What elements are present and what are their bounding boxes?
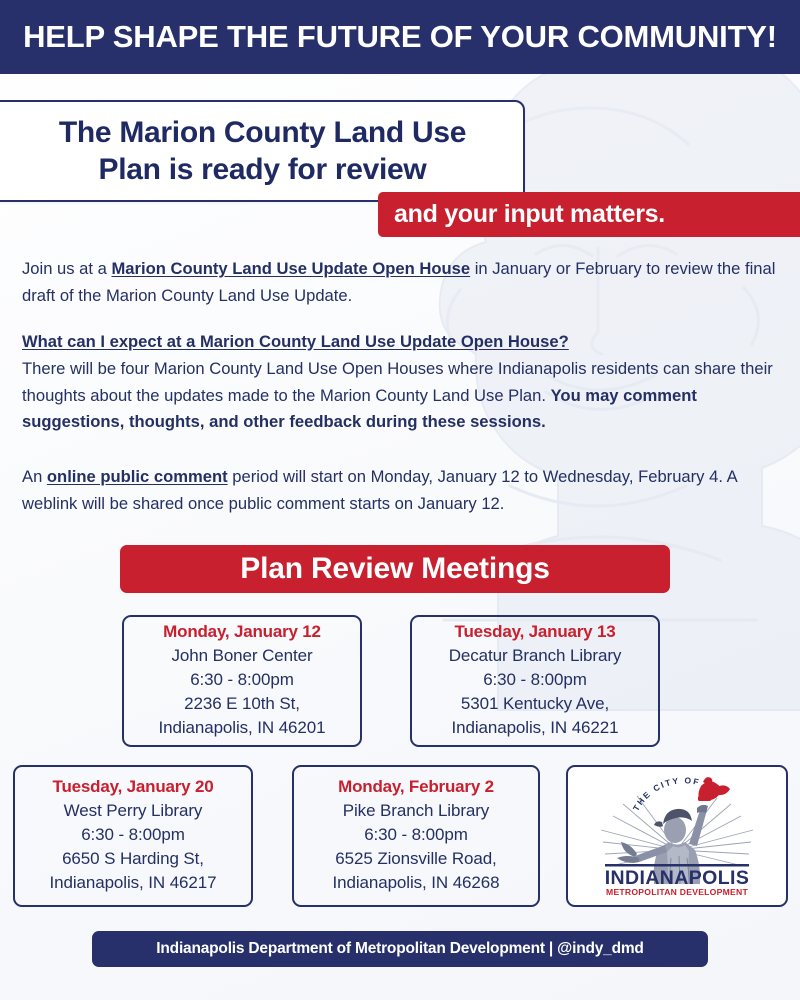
intro-text-a: Join us at a [22, 259, 112, 278]
hero-title-line-1: The Marion County Land Use [58, 115, 467, 149]
plan-review-meetings-title: Plan Review Meetings [240, 552, 550, 585]
meeting-card[interactable] [13, 765, 253, 907]
meeting-date: Monday, February 2 [338, 776, 494, 796]
meeting-venue: West Perry Library [63, 800, 203, 820]
logo-tagline-text: METROPOLITAN DEVELOPMENT [606, 887, 748, 897]
meeting-card[interactable] [292, 765, 540, 907]
meeting-street: 6650 S Harding St, [62, 849, 204, 868]
header-title: HELP SHAPE THE FUTURE OF YOUR COMMUNITY! [23, 19, 777, 54]
hero-red-banner [378, 192, 800, 237]
meeting-street: 2236 E 10th St, [184, 694, 300, 713]
meeting-time: 6:30 - 8:00pm [190, 669, 294, 689]
paragraph-intro [22, 256, 782, 310]
footer-text: Indianapolis Department of Metropolitan Development | @indy_dmd [156, 940, 644, 957]
meeting-time: 6:30 - 8:00pm [81, 824, 185, 844]
expectations-heading: What can I expect at a Marion County Land Use Update Open House? [22, 331, 569, 351]
paragraph-expectations [22, 356, 782, 437]
hero-title-box [0, 100, 525, 202]
plan-review-meetings-header [120, 545, 670, 593]
expectations-text-b: You may comment suggestions, thoughts, and other feedback during these sessions. [22, 385, 697, 432]
logo-indianapolis-text: INDIANAPOLIS [604, 867, 750, 889]
meeting-venue: John Boner Center [171, 645, 313, 665]
online-text-b: period will start on Monday, January 12 to Wednesday, February 4. A weblink will be shared once public comment starts on January 12. [22, 467, 737, 514]
online-text-a: An [22, 467, 47, 487]
expectations-text-a: There will be four Marion County Land Use Open Houses where Indianapolis residents can share their thoughts about the updates made to the Marion County Land Use Plan. [22, 358, 773, 405]
meeting-citystate: Indianapolis, IN 46221 [451, 718, 619, 738]
open-house-link[interactable]: Marion County Land Use Update Open House [111, 259, 471, 278]
paragraph-spacer-1 [22, 310, 782, 329]
meeting-street: 6525 Zionsville Road, [335, 849, 497, 868]
hero-red-banner-text: and your input matters. [394, 200, 665, 228]
online-public-comment-link[interactable]: online public comment [46, 467, 228, 487]
body-copy [22, 256, 782, 518]
meeting-card[interactable] [410, 615, 660, 747]
indianapolis-logo-icon [577, 772, 777, 900]
intro-text-b: in January or February to review the final draft of the Marion County Land Use Update. [22, 259, 776, 305]
paragraph-online-comment [22, 464, 782, 518]
hero-title-line-2: Plan is ready for review [98, 153, 427, 186]
meeting-citystate: Indianapolis, IN 46268 [332, 873, 500, 893]
hero-title [15, 114, 486, 189]
header-banner [0, 0, 800, 74]
meeting-citystate: Indianapolis, IN 46201 [158, 718, 326, 738]
meeting-time: 6:30 - 8:00pm [483, 669, 587, 689]
indianapolis-dmd-logo-card [566, 765, 788, 907]
meeting-time: 6:30 - 8:00pm [364, 824, 468, 844]
meeting-venue: Pike Branch Library [342, 800, 490, 820]
meeting-venue: Decatur Branch Library [448, 645, 622, 665]
logo-arc-text: THE CITY OF [630, 775, 702, 813]
meeting-date: Tuesday, January 20 [52, 776, 214, 796]
footer-banner [92, 931, 708, 967]
paragraph-spacer-2 [22, 436, 782, 464]
meeting-citystate: Indianapolis, IN 46217 [49, 873, 217, 893]
meeting-date: Tuesday, January 13 [454, 621, 616, 641]
meeting-date: Monday, January 12 [163, 621, 321, 641]
meeting-card[interactable] [122, 615, 362, 747]
meeting-street: 5301 Kentucky Ave, [460, 694, 610, 713]
